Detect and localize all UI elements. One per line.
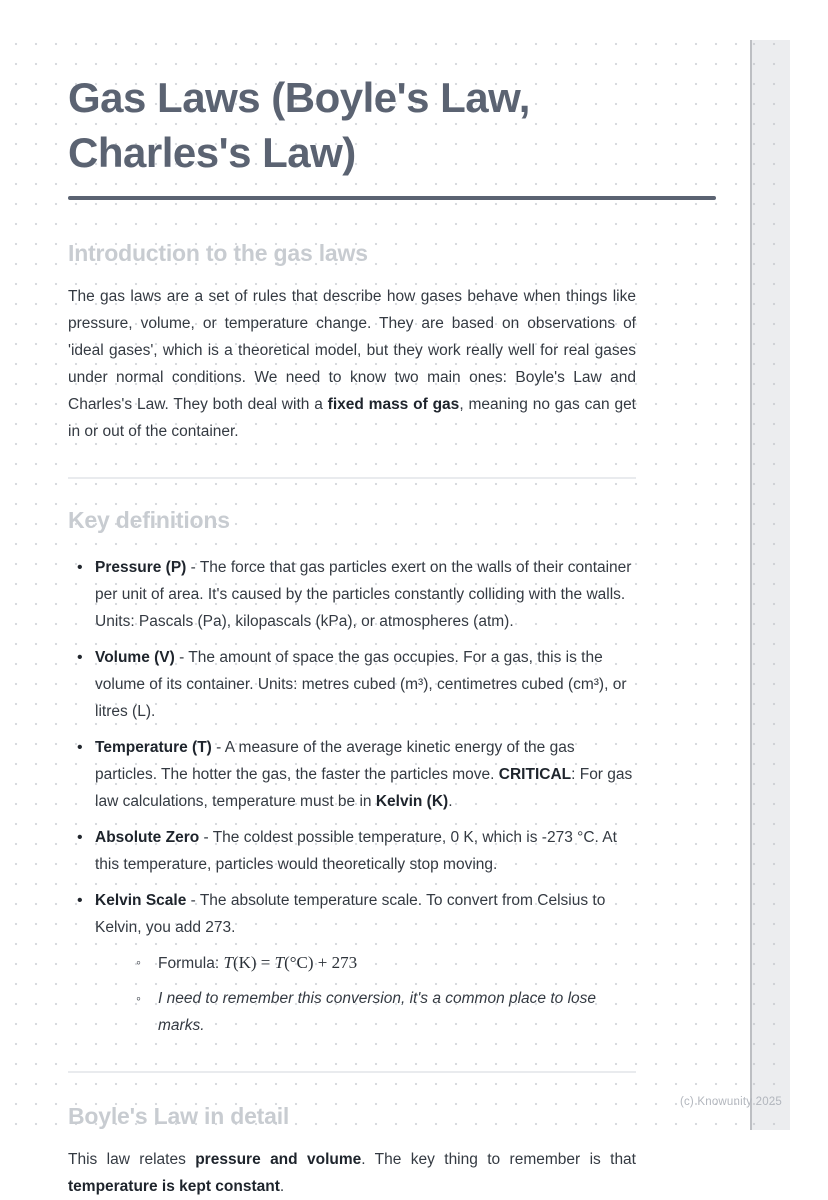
list-item-temperature: • Temperature (T) - A measure of the average kinetic energy of the gas particles. The hotter the gas, the faster the particles move. CRITICAL: For gas law calculations, temperature must be in Kelvin (K).: [68, 734, 636, 815]
section-heading-introduction: Introduction to the gas laws: [68, 240, 368, 267]
section-heading-boyles-law: Boyle's Law in detail: [68, 1103, 290, 1130]
list-item-absolute-zero: • Absolute Zero - The coldest possible temperature, 0 K, which is -273 °C. At this temperature, particles would theoretically stop moving.: [68, 824, 636, 878]
copyright-footer: (c) Knowunity 2025: [679, 1096, 782, 1108]
definitions-list: [68, 554, 636, 1039]
list-item-volume: • Volume (V) - The amount of space the gas occupies. For a gas, this is the volume of its container. Units: metres cubed (m³), centimetres cubed (cm³), or litres (L).: [68, 644, 636, 725]
section-divider: [68, 477, 636, 479]
page-title: Gas Laws (Boyle's Law, Charles's Law): [68, 74, 530, 177]
kelvin-scale-text: Kelvin Scale - The absolute temperature scale. To convert from Celsius to Kelvin, you add 273.: [95, 892, 606, 937]
section-divider: [68, 1071, 636, 1073]
sub-item-formula: ◦ Formula: T(K) = T(°C) + 273: [136, 949, 636, 977]
document-page: [0, 40, 748, 1196]
section-heading-key-definitions: Key definitions: [68, 507, 230, 534]
kelvin-sub-list: [136, 949, 636, 1039]
next-page-edge: [750, 40, 790, 1130]
boyle-paragraph: This law relates pressure and volume. The key thing to remember is that temperature is kept constant.: [68, 1151, 636, 1196]
list-item-pressure: • Pressure (P) - The force that gas particles exert on the walls of their container per unit of area. It's caused by the particles constantly colliding with the walls. Units: Pascals (Pa), kilopascals (kPa), or atmospheres (atm).: [68, 554, 636, 635]
intro-paragraph: The gas laws are a set of rules that describe how gases behave when things like pressure, volume, or temperature change. They are based on observations of 'ideal gases', which is a theoretical model, but they work really well for real gases under normal conditions. We need to know two main ones: Boyle's Law and Charles's Law. They both deal with a fixed mass of gas, meaning no gas can get in or out of the container.: [68, 288, 636, 441]
sub-item-note: ◦ I need to remember this conversion, it's a common place to lose marks.: [136, 985, 636, 1039]
title-divider: [68, 196, 716, 200]
page-content: [0, 40, 716, 1200]
list-item-kelvin-scale: [68, 887, 636, 1039]
